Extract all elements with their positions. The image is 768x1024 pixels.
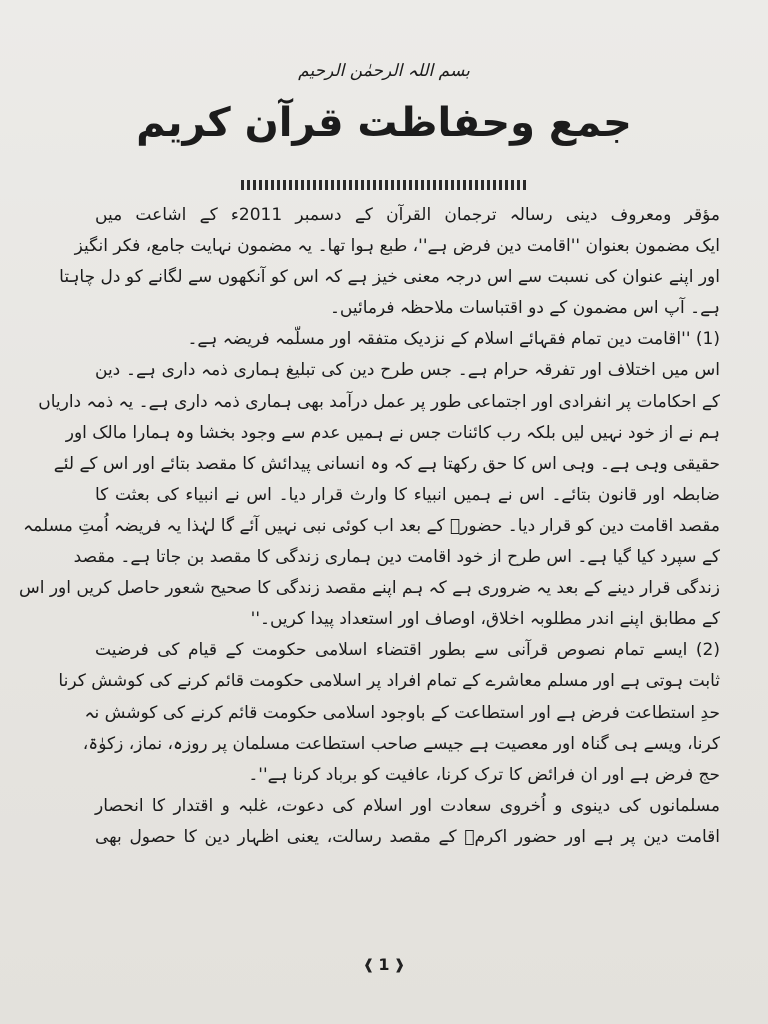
text-line: زندگی قرار دینے کے بعد یہ ضروری ہے کہ ہم اپنے مقصد زندگی کا صحیح شعور حاصل کریں اور اس	[18, 578, 720, 599]
text-line: مقصد اقامت دین کو قرار دیا۔ حضورؐ کے بعد اب کوئی نبی نہیں آئے گا لہٰذا یہ فریضہ اُمتِ مسلمہ	[23, 515, 720, 536]
text-line: اس میں اختلاف اور تفرقہ حرام ہے۔ جس طرح دین کی تبلیغ ہماری ذمہ داری ہے۔ دین	[95, 360, 720, 381]
ornament-left-icon: ❰	[362, 956, 375, 973]
page-title: جمع وحفاظت قرآن کریم	[136, 100, 632, 146]
text-line: کے مطابق اپنے اندر مطلوبہ اخلاق، اوصاف اور استعداد پیدا کریں۔''	[250, 609, 720, 630]
text-line: حج فرض ہے اور ان فرائض کا ترک کرنا، عافیت کو برباد کرنا ہے''۔	[248, 764, 720, 785]
text-line: حقیقی وہی ہے۔ وہی اس کا حق رکھتا ہے کہ وہ انسانی پیدائش کا مقصد بتائے اور اس کے لئے	[53, 453, 720, 474]
article-body	[18, 200, 720, 853]
text-line: مسلمانوں کی دینوی و اُخروی سعادت اور اسلام کی دعوت، غلبہ و اقتدار کا انحصار	[95, 795, 720, 816]
text-line: (2) ایسے تمام نصوص قرآنی سے بطور اقتضاء اسلامی حکومت کے قیام کی فرضیت	[95, 640, 720, 661]
text-line: ثابت ہوتی ہے اور مسلم معاشرے کے تمام افراد پر اسلامی حکومت قائم کرنے کی کوشش کرنا	[58, 671, 720, 692]
text-line: ضابطہ اور قانون بتائے۔ اس نے ہمیں انبیاء کا وارث قرار دیا۔ اس نے انبیاء کی بعثت کا	[95, 484, 720, 505]
text-line: ہے۔ آپ اس مضمون کے دو اقتباسات ملاحظہ فرمائیں۔	[329, 298, 720, 319]
page-number: 1	[378, 955, 390, 974]
text-line: مؤقر ومعروف دینی رسالہ ترجمان القرآن کے دسمبر 2011ء کے اشاعت میں	[95, 205, 720, 225]
text-line: اقامت دین پر ہے اور حضور اکرمؐ کے مقصد رسالت، یعنی اظہار دین کا حصول بھی	[95, 826, 720, 847]
bismillah-heading: بسم اللہ الرحمٰن الرحیم	[298, 61, 470, 81]
text-line: ہم نے از خود نہیں لیں بلکہ رب کائنات جس نے ہمیں عدم سے وجود بخشا وہ ہمارا مالک اور	[65, 422, 720, 443]
text-line: کے سپرد کیا گیا ہے۔ اس طرح از خود اقامت دین ہماری زندگی کا مقصد بن جاتا ہے۔ مقصد	[73, 547, 720, 568]
ornament-right-icon: ❱	[393, 956, 406, 973]
text-line: کے احکامات پر انفرادی اور اجتماعی طور پر عمل درآمد بھی ہماری ذمہ داری ہے۔ یہ ذمہ داریاں	[38, 391, 720, 412]
text-line: کرنا، ویسے ہی گناہ اور معصیت ہے جیسے صاحب استطاعت مسلمان پر روزہ، نماز، زکوٰۃ،	[82, 733, 720, 754]
text-line: اور اپنے عنوان کی نسبت سے اس درجہ معنی خیز ہے کہ اس کو آنکھوں سے لگانے کو دل چاہتا	[59, 267, 720, 288]
page-footer	[0, 955, 768, 974]
text-line: ایک مضمون بعنوان ''اقامت دین فرض ہے''، طبع ہوا تھا۔ یہ مضمون نہایت جامع، فکر انگیز	[74, 236, 720, 257]
text-line: (1) ''اقامت دین تمام فقہائے اسلام کے نزدیک متفقہ اور مسلّمہ فریضہ ہے۔	[187, 329, 720, 350]
text-line: حدِ استطاعت فرض ہے اور استطاعت کے باوجود اسلامی حکومت قائم کرنے کی کوشش نہ	[84, 702, 720, 723]
title-divider	[241, 180, 529, 190]
